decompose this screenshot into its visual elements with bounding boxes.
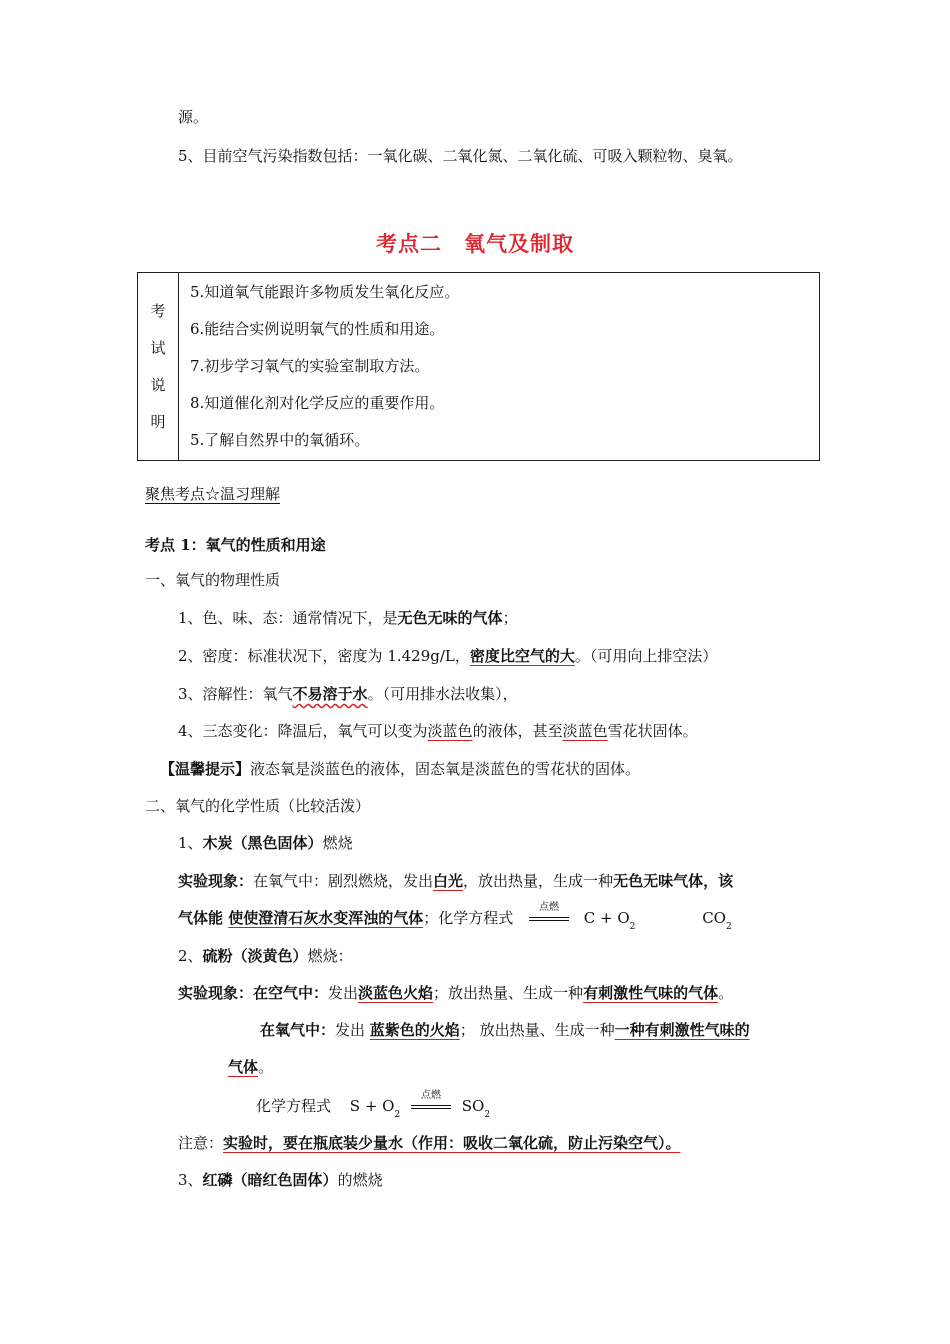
text: 。	[258, 1058, 274, 1076]
chem-item-2-oxygen	[260, 1020, 750, 1040]
key-text: 气体	[228, 1058, 259, 1076]
tip-text: 液态氧是淡蓝色的液体，固态氧是淡蓝色的雪花状的固体。	[250, 760, 641, 778]
chem-item-2	[178, 946, 353, 966]
text: 的燃烧	[337, 1171, 383, 1189]
side-char: 明	[150, 412, 166, 431]
text: 燃烧	[322, 834, 353, 852]
top-line-2: 5、目前空气污染指数包括：一氧化碳、二氧化氮、二氧化硫、可吸入颗粒物、臭氧。	[178, 147, 743, 165]
physical-item-3	[178, 684, 518, 704]
text: 雪花状固体。	[607, 722, 698, 740]
focus-heading: 聚焦考点☆温习理解	[145, 485, 281, 503]
condition-label: 点燃	[421, 1090, 441, 1101]
key-text: 不易溶于水	[292, 685, 368, 703]
physical-heading: 一、氧气的物理性质	[145, 571, 281, 589]
text: 。（可用排水法收集），	[367, 685, 518, 703]
exam-item: 6.能结合实例说明氧气的性质和用途。	[190, 320, 445, 338]
equation-right: SO	[461, 1097, 485, 1115]
text: 2、密度：标准状况下，密度为 1.429g/L，	[178, 647, 470, 665]
key-text: 无色无味气体，该	[613, 872, 734, 890]
condition-label: 点燃	[539, 902, 559, 913]
text: 注意：	[178, 1134, 224, 1152]
chem-item-1-phenomenon	[178, 871, 733, 891]
exam-item: 5.知道氧气能跟许多物质发生氧化反应。	[190, 283, 460, 301]
subscript: 2	[629, 922, 636, 932]
note-line	[178, 1133, 681, 1153]
key-text: 无色无味的气体	[397, 609, 503, 627]
side-char: 说	[150, 375, 166, 394]
exam-item: 7.初步学习氧气的实验室制取方法。	[190, 357, 430, 375]
text: 发出	[328, 984, 359, 1002]
key-text: 实验现象：	[178, 872, 254, 890]
chem-item-3	[178, 1170, 383, 1190]
key-text: 硫粉（淡黄色）	[202, 947, 308, 965]
key-text: 淡蓝色火焰	[358, 984, 434, 1002]
text: 1、	[178, 834, 203, 852]
key-text: 实验现象：在空气中：	[178, 984, 329, 1002]
text: 。（可用向上排空法）	[574, 647, 718, 665]
key-text: 白光	[433, 872, 464, 890]
text: 的液体，甚至	[472, 722, 563, 740]
exam-side-label	[138, 273, 179, 461]
key-text: 一种有刺激性气味的	[614, 1021, 750, 1039]
equation-left: C + O	[583, 909, 630, 927]
key-text: 在氧气中：	[260, 1021, 336, 1039]
side-char: 试	[150, 338, 166, 357]
physical-item-4	[178, 721, 698, 741]
equation-label: 化学方程式	[256, 1097, 332, 1115]
text: ；	[502, 609, 518, 627]
exam-item: 5.了解自然界中的氧循环。	[190, 431, 370, 449]
subscript: 2	[484, 1110, 491, 1120]
equation-left: S + O	[349, 1097, 395, 1115]
kaodian-1-heading: 考点 1：氧气的性质和用途	[145, 536, 326, 554]
subscript: 2	[725, 922, 732, 932]
reaction-condition	[529, 902, 569, 928]
text: 燃烧：	[307, 947, 353, 965]
text: ； 放出热量、生成一种	[459, 1021, 615, 1039]
exam-description-table	[137, 272, 820, 461]
equation-1	[529, 902, 732, 932]
text: 3、	[178, 1171, 203, 1189]
equation-right: CO	[702, 909, 726, 927]
key-text: 有刺激性气味的气体	[583, 984, 719, 1002]
physical-item-1	[178, 608, 518, 628]
key-text: 实验时，要在瓶底装少量水（作用：吸收二氧化硫，防止污染空气）。	[223, 1134, 681, 1152]
tip-label: 【温馨提示】	[160, 760, 251, 778]
section-title: 考点二 氧气及制取	[376, 231, 574, 256]
text: ；放出热量、生成一种	[433, 984, 584, 1002]
key-text: 蓝紫色的火焰	[369, 1021, 460, 1039]
key-text: 气体能	[178, 909, 229, 927]
exam-items	[179, 273, 820, 461]
equation-2	[256, 1090, 491, 1120]
text: 。	[718, 984, 734, 1002]
text: 3、溶解性：氧气	[178, 685, 293, 703]
key-text: 木炭（黑色固体）	[202, 834, 323, 852]
text: 2、	[178, 947, 203, 965]
chemical-heading: 二、氧气的化学性质（比较活泼）	[145, 797, 371, 815]
side-char: 考	[150, 301, 166, 320]
tip-line	[160, 759, 640, 779]
top-line-1: 源。	[178, 108, 209, 126]
physical-item-2	[178, 646, 717, 666]
subscript: 2	[394, 1110, 401, 1120]
key-text: 淡蓝色	[427, 722, 473, 740]
key-text: 密度比空气的大	[469, 647, 575, 665]
chem-item-2-air	[178, 983, 733, 1003]
text: 发出	[335, 1021, 370, 1039]
text: ，放出热量，生成一种	[463, 872, 614, 890]
text: ；化学方程式	[423, 909, 514, 927]
text: 1、色、味、态：通常情况下，是	[178, 609, 398, 627]
chem-item-1	[178, 833, 353, 853]
reaction-condition	[411, 1090, 451, 1116]
key-text: 淡蓝色	[562, 722, 608, 740]
chem-item-2-oxygen-cont	[228, 1057, 273, 1077]
text: 4、三态变化：降温后，氧气可以变为	[178, 722, 428, 740]
text: 在氧气中：剧烈燃烧，发出	[253, 872, 434, 890]
exam-item: 8.知道催化剂对化学反应的重要作用。	[190, 394, 445, 412]
key-text: 使使澄清石灰水变浑浊的气体	[228, 909, 424, 927]
chem-item-1-phenomenon-cont	[178, 908, 513, 928]
key-text: 红磷（暗红色固体）	[202, 1171, 338, 1189]
